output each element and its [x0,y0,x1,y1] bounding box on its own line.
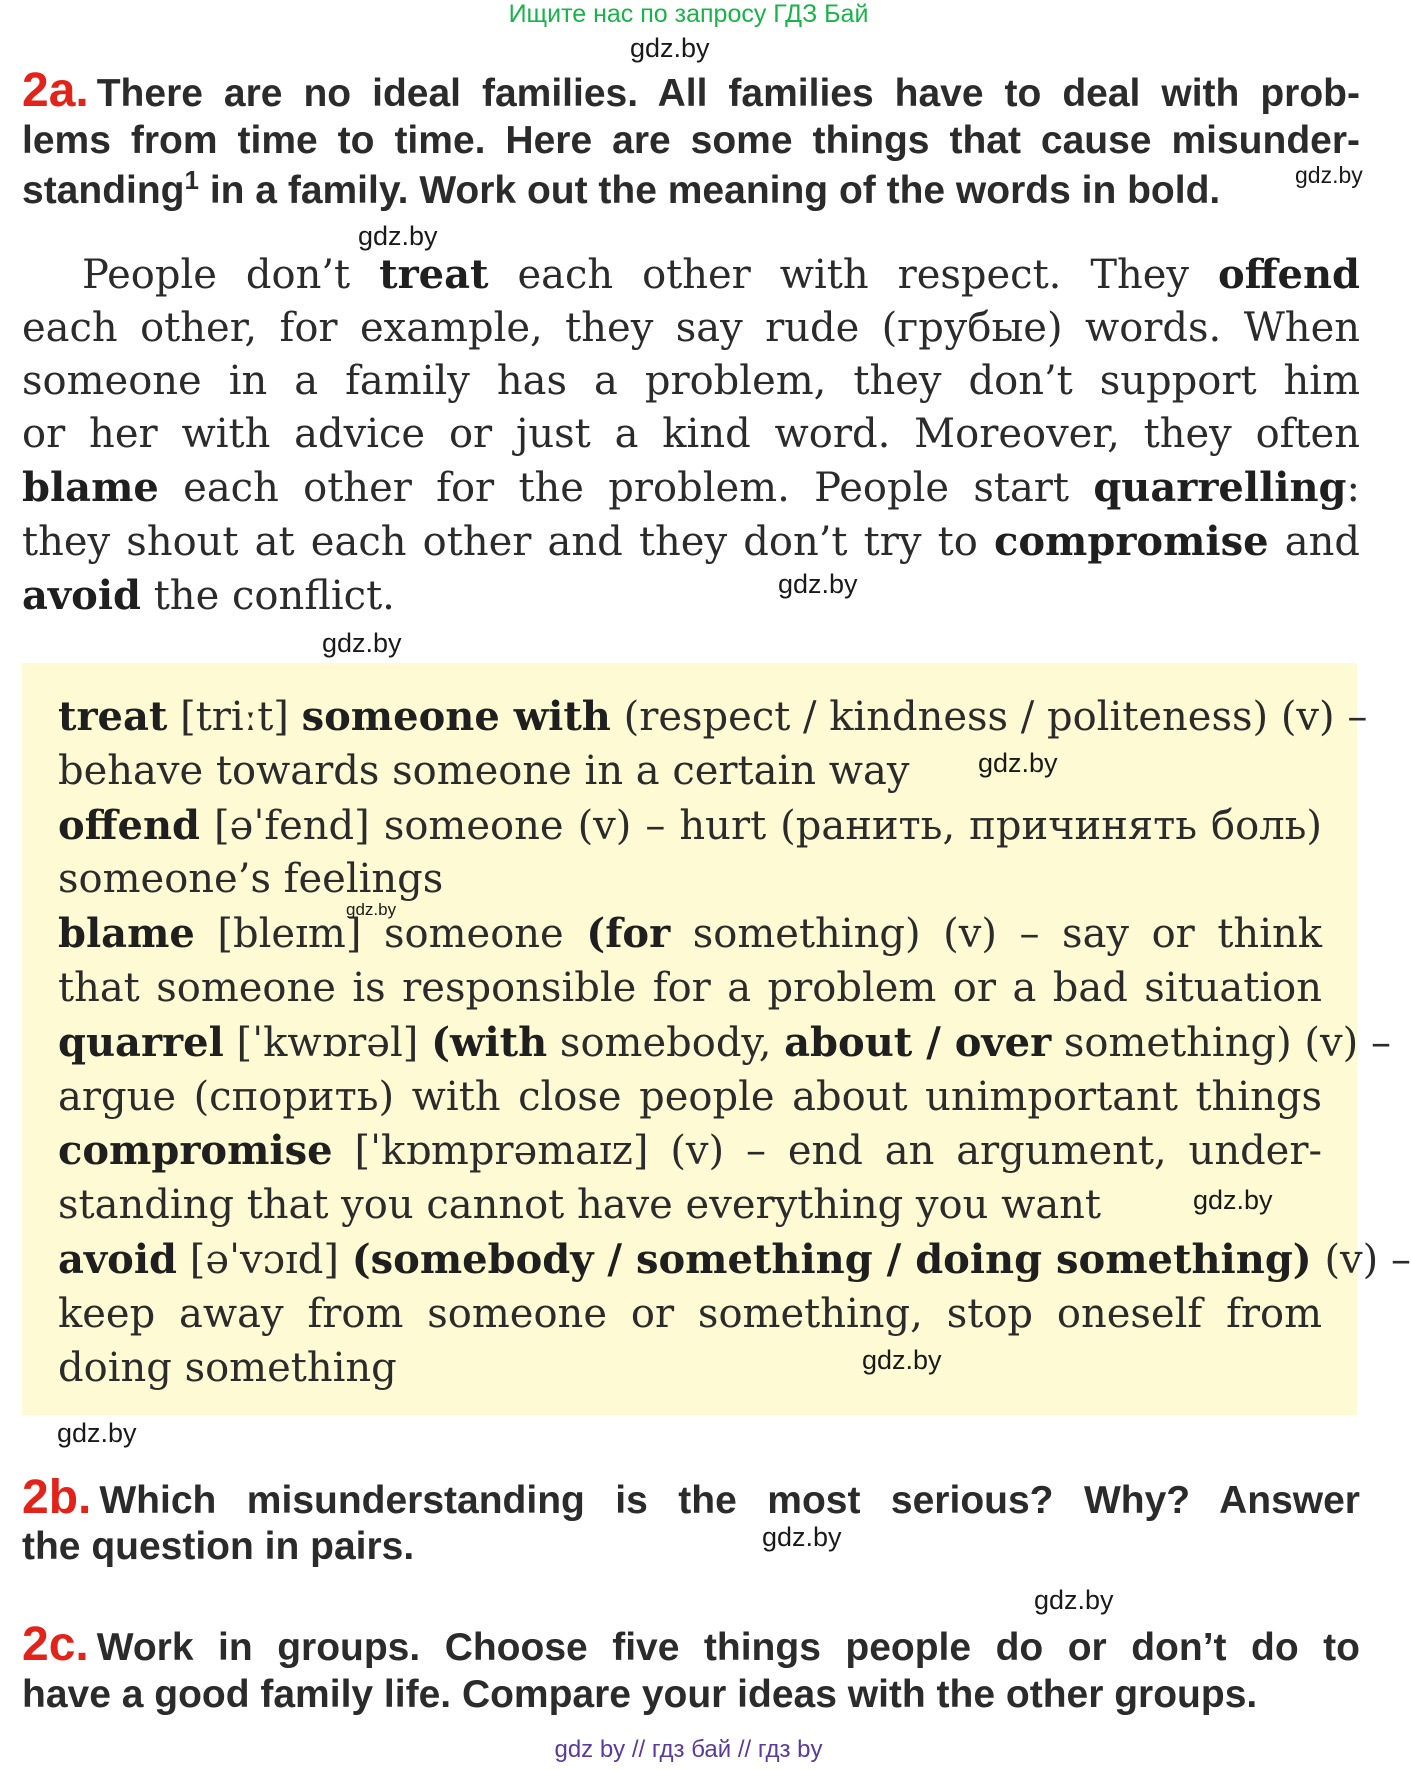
paragraph-line-4: or her with advice or just a kind word. Moreover, they often [22,411,1360,457]
vocab-blame-line-1: blame [bleɪm] someone (for something) (v) – say or think [58,910,1322,958]
vocab-avoid-line-1: avoid [əˈvɔɪd] (somebody / something / doing something) (v) – [58,1235,1411,1283]
task-2b-number: 2b. [22,1471,92,1524]
task-2a-line-1: 2a. There are no ideal families. All families have to deal with prob- [22,64,1360,117]
vocab-treat-line-1: treat [triːt] someone with (respect / kindness / politeness) (v) – [58,693,1368,740]
footer: gdz by // гдз бай // гдз by [554,1736,823,1763]
watermark: gdz.by [1034,1585,1114,1615]
problem-paragraph [22,248,1360,623]
task-2a-line-3: standing$^1$ in a family. Work out the meaning of the words in bold. [22,165,1221,212]
vocab-compromise-def: standing that you cannot have everything you want [58,1182,1102,1229]
watermark: gdz.by [57,1418,137,1448]
footnote-mark: 1 [184,165,199,195]
vocabulary-list [58,690,1411,1395]
paragraph-line-7: avoid the conflict. [22,572,395,619]
vocab-offend-line-1: offend [əˈfend] someone (v) – hurt (ранить, причинять боль) [58,801,1322,849]
vocab-quarrel-line-1: quarrel [ˈkwɒrəl] (with somebody, about / over something) (v) – [58,1018,1391,1066]
paragraph-line-3: someone in a family has a problem, they don’t support him [22,358,1360,404]
task-2c-line-1: 2c. Work in groups. Choose five things people do or don’t do to [22,1618,1360,1671]
search-banner: Ищите нас по запросу ГДЗ Бай [508,0,869,28]
task-2a-line-2: lems from time to time. Here are some things that cause misunder- [22,119,1360,162]
paragraph-line-1: People don’t treat each other with respect. They offend [82,251,1360,298]
watermark: gdz.by [1295,162,1363,188]
vocab-quarrel-def: argue (спорить) with close people about unimportant things [58,1073,1322,1120]
watermark: gdz.by [978,748,1058,778]
paragraph-line-5: blame each other for the problem. People start quarrelling: [22,464,1360,511]
paragraph-line-2: each other, for example, they say rude (грубые) words. When [22,305,1360,351]
watermark: gdz.by [1193,1185,1273,1215]
watermark: gdz.by [778,569,858,599]
watermark: gdz.by [322,628,402,658]
watermark: gdz.by [862,1345,942,1375]
vocab-avoid-def-2: doing something [58,1344,397,1391]
task-2c-line-2: have a good family life. Compare your ideas with the other groups. [22,1673,1258,1716]
watermark: gdz.by [630,33,710,63]
vocab-avoid-def-1: keep away from someone or something, stop oneself from [58,1290,1322,1337]
task-2c-number: 2c. [22,1618,89,1671]
watermark: gdz.by [346,900,397,919]
vocab-treat-def: behave towards someone in a certain way [58,747,910,794]
watermark: gdz.by [762,1522,842,1552]
vocab-compromise-line-1: compromise [ˈkɒmprəmaɪz] (v) – end an argument, under- [58,1127,1322,1175]
vocab-offend-def: someone’s feelings [58,856,444,903]
task-2b-line-2: the question in pairs. [22,1525,415,1568]
watermark: gdz.by [358,221,438,251]
paragraph-line-6: they shout at each other and they don’t try to compromise and [22,518,1360,565]
task-2b-line-1: 2b. Which misunderstanding is the most serious? Why? Answer [22,1471,1360,1524]
task-2a-number: 2a. [22,64,89,117]
vocab-blame-def: that someone is responsible for a problem or a bad situation [58,964,1322,1011]
